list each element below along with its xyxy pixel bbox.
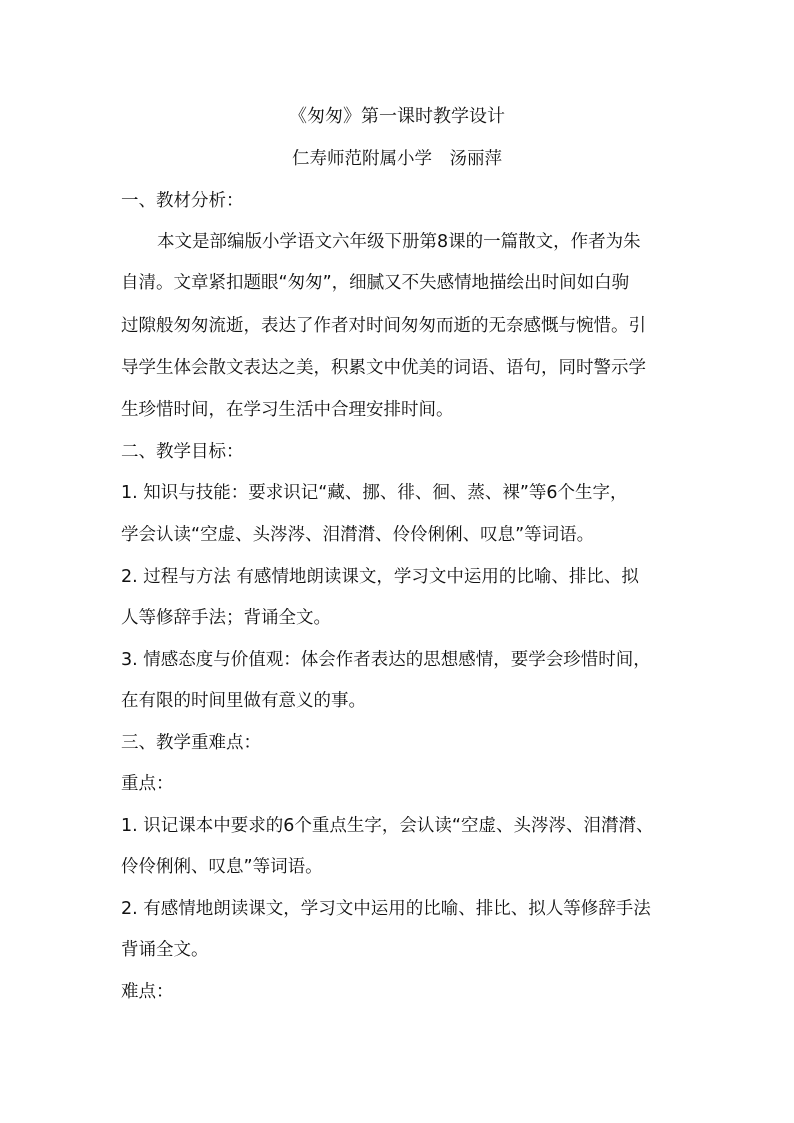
document-title: 《匆匆》第一课时教学设计	[289, 106, 505, 127]
paragraph-line: 过隙般匆匆流逝，表达了作者对时间匆匆而逝的无奈感慨与惋惜。引	[121, 316, 646, 336]
goal-line: 在有限的时间里做有意义的事。	[121, 691, 366, 711]
key-points-label: 重点：	[121, 774, 174, 794]
goal-line: 人等修辞手法；背诵全文。	[121, 608, 331, 628]
section-heading-teaching-goals: 二、教学目标：	[121, 442, 244, 462]
section-heading-material-analysis: 一、教材分析：	[121, 191, 244, 211]
author-line: 仁寿师范附属小学 汤丽萍	[292, 149, 502, 169]
goal-line: 2. 过程与方法 有感情地朗读课文，学习文中运用的比喻、排比、拟	[121, 567, 639, 587]
key-point-line: 背诵全文。	[121, 940, 209, 960]
goal-line: 1. 知识与技能：要求识记“藏、挪、徘、徊、蒸、裸”等6个生字，	[121, 483, 628, 503]
key-point-line: 1. 识记课本中要求的6个重点生字，会认读“空虚、头涔涔、泪潸潸、	[121, 816, 654, 836]
goal-line: 3. 情感态度与价值观：体会作者表达的思想感情，要学会珍惜时间，	[121, 650, 651, 670]
paragraph-line: 导学生体会散文表达之美，积累文中优美的词语、语句，同时警示学	[121, 358, 646, 378]
paragraph-line: 生珍惜时间，在学习生活中合理安排时间。	[121, 400, 454, 420]
paragraph-line: 本文是部编版小学语文六年级下册第8课的一篇散文，作者为朱	[157, 232, 641, 252]
key-point-line: 2. 有感情地朗读课文，学习文中运用的比喻、排比、拟人等修辞手法	[121, 899, 651, 919]
difficult-points-label: 难点：	[121, 982, 174, 1002]
goal-line: 学会认读“空虚、头涔涔、泪潸潸、伶伶俐俐、叹息”等词语。	[121, 525, 595, 545]
paragraph-line: 自清。文章紧扣题眼“匆匆”，细腻又不失感情地描绘出时间如白驹	[121, 273, 630, 293]
section-heading-key-points: 三、教学重难点：	[121, 733, 261, 753]
key-point-line: 伶伶俐俐、叹息”等词语。	[121, 857, 323, 877]
